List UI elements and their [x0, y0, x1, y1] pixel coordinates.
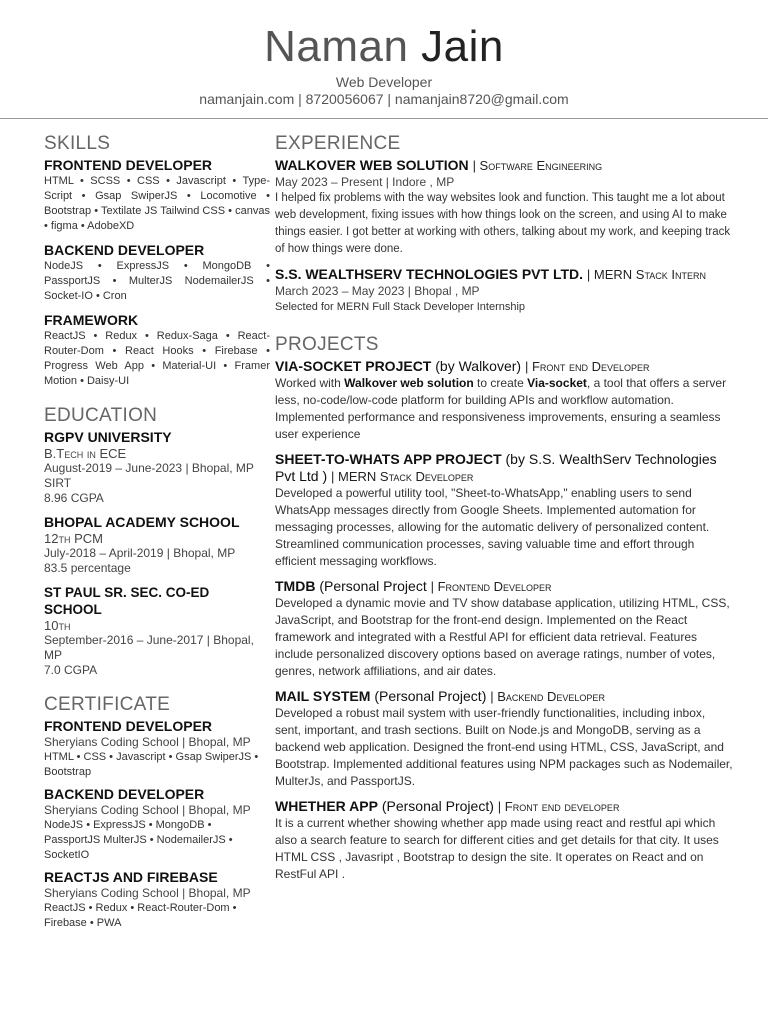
last-name: Jain [421, 22, 504, 71]
desc-text: , a tool that offers a server less, no-code/low-code platform for building APIs and workflow automation. Implemented performance and responsiveness improvements, ensuring a seamless user experience [275, 376, 727, 441]
skill-list: NodeJS • ExpressJS • MongoDB • PassportJS • MulterJS NodemailerJS • Socket-IO • Cron [44, 260, 270, 302]
certificate-skills: NodeJS • ExpressJS • MongoDB • PassportJS MulterJS • NodemailerJS • SocketIO [44, 819, 233, 861]
experience-dates: May 2023 – Present | Indore , MP [275, 175, 455, 189]
experience-description: I helped fix problems with the way websites look and function. This taught me a lot about web development, fixing issues with how things look on the screen, and using AI to make things easier. I got better at working with others, talking about my work, and keeping track of how things were done. [275, 192, 731, 255]
project-description: It is a current whether showing whether app made using react and restful api which also a search feature to search for different cities and get details for that city. It uses HTML CSS , Javasript , Bootstrap to design the site. It operates on React and on RestFul API . [275, 816, 719, 881]
certificate-title: FRONTEND DEVELOPER [44, 718, 213, 734]
company-name: S.S. WEALTHSERV TECHNOLOGIES PVT LTD. [275, 266, 584, 282]
project-role: | Front end Developer [524, 359, 650, 374]
project-header [275, 358, 733, 375]
certificate-skills: HTML • CSS • Javascript • Gsap SwiperJS • Bootstrap [44, 751, 259, 778]
experience-dates: March 2023 – May 2023 | Bhopal , MP [275, 284, 480, 298]
project-context: (Personal Project) [374, 688, 487, 704]
skill-group-title: FRONTEND DEVELOPER [44, 157, 213, 173]
project-item [275, 578, 733, 680]
certificate-item [44, 786, 270, 863]
edu-dates: September-2016 – June-2017 | Bhopal, MP [44, 633, 254, 662]
header-divider [0, 118, 768, 119]
project-context: (by Walkover) [435, 358, 522, 374]
project-item [275, 451, 733, 570]
degree: 12th PCM [44, 531, 103, 546]
certificate-item [44, 869, 270, 931]
score: 8.96 CGPA [44, 491, 104, 505]
project-name: MAIL SYSTEM [275, 688, 371, 704]
project-description: Developed a dynamic movie and TV show database application, utilizing HTML, CSS, JavaScript, and Bootstrap for the front-end design. Implemented on the React framework and integrated with a Restful API for efficient data retrieval. Features include personalized discovery options based on average ratings, number of votes, genres, network affiliations, and air dates. [275, 596, 730, 678]
certificate-org: Sheryians Coding School | Bhopal, MP [44, 886, 251, 900]
project-header [275, 578, 733, 595]
project-header [275, 688, 733, 705]
project-name: WHETHER APP [275, 798, 378, 814]
project-item [275, 688, 733, 790]
first-name: Naman [264, 22, 409, 71]
project-context: (Personal Project) [381, 798, 494, 814]
education-item [44, 429, 270, 506]
skills-heading: SKILLS [44, 133, 111, 154]
certificate-item [44, 718, 270, 780]
experience-heading: EXPERIENCE [275, 133, 401, 154]
skill-group [44, 157, 270, 234]
certificate-title: REACTJS AND FIREBASE [44, 869, 218, 885]
left-column [44, 133, 270, 941]
candidate-name [0, 22, 768, 72]
desc-highlight: Walkover web solution [344, 376, 474, 390]
school-name: ST PAUL SR. SEC. CO-ED SCHOOL [44, 585, 210, 617]
institute: SIRT [44, 476, 72, 490]
project-context: (by S.S. WealthServ Technologies Pvt Ltd ) [275, 451, 717, 484]
degree: B.Tech in ECE [44, 446, 127, 461]
certificate-org: Sheryians Coding School | Bhopal, MP [44, 803, 251, 817]
experience-item [275, 266, 733, 316]
education-item [44, 514, 270, 576]
experience-role: | Software Engineering [472, 158, 603, 173]
resume-header [0, 0, 768, 108]
project-role: | Backend Developer [490, 689, 605, 704]
project-item [275, 358, 733, 443]
project-header [275, 451, 733, 485]
experience-description: Selected for MERN Full Stack Developer Internship [275, 301, 526, 313]
contact-line: namanjain.com | 8720056067 | namanjain8720@gmail.com [199, 91, 569, 107]
school-name: BHOPAL ACADEMY SCHOOL [44, 514, 240, 530]
project-item [275, 798, 733, 883]
skill-group [44, 312, 270, 389]
certificate-heading: CERTIFICATE [44, 694, 171, 715]
score: 83.5 percentage [44, 561, 131, 575]
skill-group [44, 242, 270, 304]
experience-role: | MERN Stack Intern [586, 267, 707, 282]
company-name: WALKOVER WEB SOLUTION [275, 157, 469, 173]
skill-group-title: BACKEND DEVELOPER [44, 242, 205, 258]
desc-text: to create [473, 376, 528, 390]
education-heading: EDUCATION [44, 405, 158, 426]
score: 7.0 CGPA [44, 663, 98, 677]
skill-group-title: FRAMEWORK [44, 312, 139, 328]
degree: 10th [44, 618, 71, 633]
experience-header [275, 266, 733, 283]
certificate-org: Sheryians Coding School | Bhopal, MP [44, 735, 251, 749]
skill-list: ReactJS • Redux • Redux-Saga • React-Router-Dom • React Hooks • Firebase • Progress Web App • Material-UI • Framer Motion • Daisy-UI [44, 330, 270, 387]
project-description: Developed a powerful utility tool, "Sheet-to-WhatsApp," enabling users to send WhatsApp messages directly from Google Sheets. Implemented automation for messaging processes, allowing for the automatic delivery of personalized content. Streamlined communication processes, saving valuable time and effort through efficient messaging workflows. [275, 486, 710, 568]
certificate-skills: ReactJS • Redux • React-Router-Dom • Firebase • PWA [44, 902, 237, 929]
edu-dates: August-2019 – June-2023 | Bhopal, MP [44, 461, 254, 475]
project-role: | MERN Stack Developer [331, 469, 474, 484]
desc-highlight: Via-socket [527, 376, 587, 390]
project-header [275, 798, 733, 815]
job-title: Web Developer [335, 74, 433, 90]
certificate-title: BACKEND DEVELOPER [44, 786, 205, 802]
experience-header [275, 157, 733, 174]
project-context: (Personal Project [319, 578, 427, 594]
project-role: | Frontend Developer [430, 579, 552, 594]
desc-text: Worked with [275, 376, 345, 390]
experience-item [275, 157, 733, 258]
skill-list: HTML • SCSS • CSS • Javascript • Type-Script • Gsap SwiperJS • Locomotive • Bootstrap • Textilate JS Tailwind CSS • canvas • figma • AdobeXD [44, 175, 270, 232]
project-name: TMDB [275, 578, 316, 594]
project-name: SHEET-TO-WHATS APP PROJECT [275, 451, 502, 467]
project-role: | Front end developer [497, 799, 620, 814]
project-description: Developed a robust mail system with user-friendly functionalities, including inbox, sent, important, and trash sections. Built on Node.js and MongoDB, serving as a backend web application. Designed the front-end using HTML, CSS, JavaScript, and Bootstrap. Implemented additional features using NPM packages such as Nodemailer, MulterJs, and PassportJS. [275, 706, 733, 788]
edu-dates: July-2018 – April-2019 | Bhopal, MP [44, 546, 236, 560]
project-name: VIA-SOCKET PROJECT [275, 358, 432, 374]
education-item [44, 584, 270, 678]
project-description [275, 375, 733, 443]
school-name: RGPV UNIVERSITY [44, 429, 172, 445]
projects-heading: PROJECTS [275, 334, 379, 355]
right-column [275, 133, 733, 891]
